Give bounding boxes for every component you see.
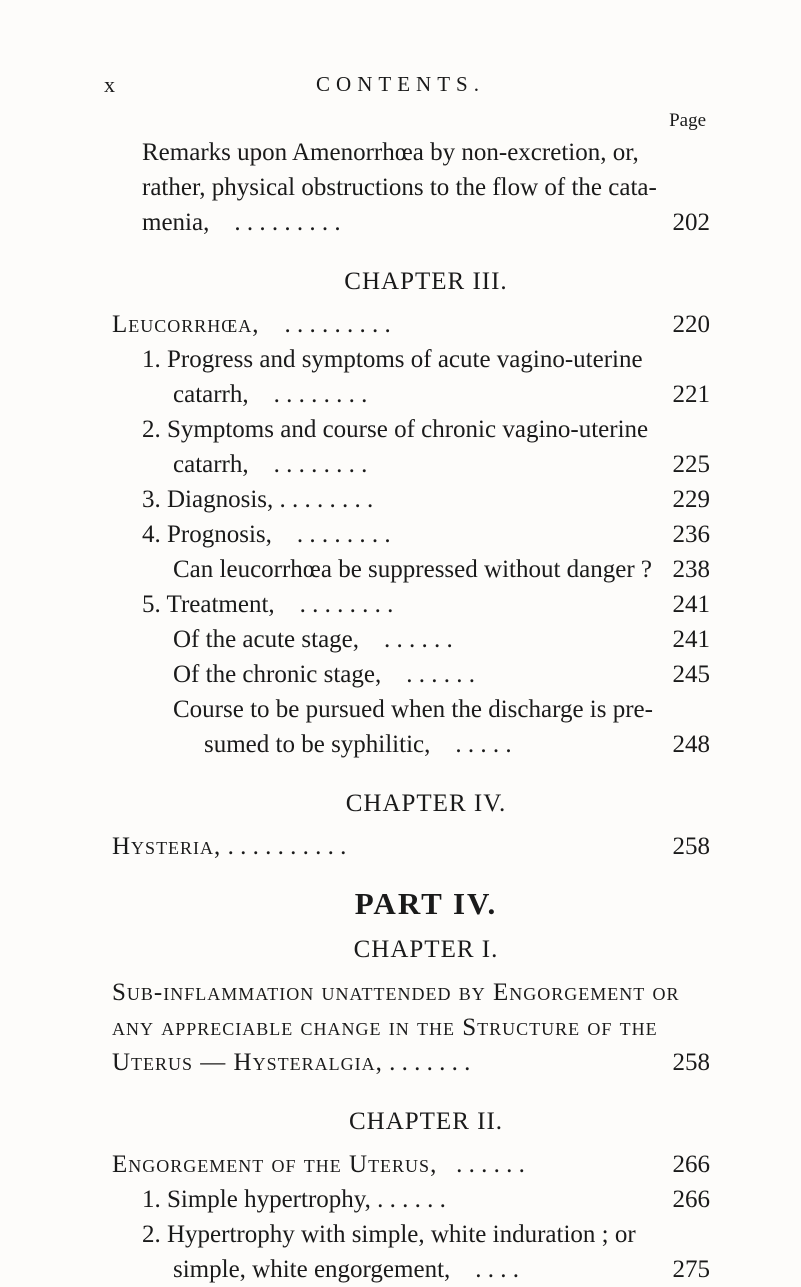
chapter-heading: CHAPTER IV. (345, 790, 507, 817)
toc-line: 3. Diagnosis, . . . . . . . . 229 (142, 482, 710, 517)
toc-line: menia, . . . . . . . . . 202 (142, 205, 710, 240)
toc-line: Of the acute stage, . . . . . . 241 (142, 622, 710, 657)
page-number: 266 (672, 1151, 710, 1178)
chapter-title-line: Hysteria, . . . . . . . . . . 258 (112, 829, 710, 864)
chapter-title-line: any appreciable change in the Structure of the (112, 1014, 658, 1041)
toc-line: simple, white engorgement, . . . . 275 (142, 1252, 710, 1287)
page-number: 258 (672, 833, 710, 860)
page-number: 245 (672, 661, 710, 688)
page-numeral: x (104, 72, 116, 97)
page-number: 221 (672, 381, 710, 408)
part-heading: PART IV. (354, 886, 498, 921)
chapter-title-line: Sub-inflammation unattended by Engorgement or (112, 979, 680, 1006)
chapter-title-line: Uterus — Hysteralgia, . . . . . . . 258 (112, 1045, 710, 1080)
toc-line: Of the chronic stage, . . . . . . 245 (142, 657, 710, 692)
chapter-heading: CHAPTER I. (353, 936, 499, 963)
toc-line: Remarks upon Amenorrhœa by non-excretion, or, (142, 139, 639, 166)
page-number: 236 (672, 521, 710, 548)
toc-line: 1. Simple hypertrophy, . . . . . . 266 (142, 1182, 710, 1217)
toc-line: 2. Hypertrophy with simple, white induration ; or (142, 1221, 636, 1248)
page-number: 258 (672, 1049, 710, 1076)
toc-line: rather, physical obstructions to the flow of the cata- (142, 174, 657, 201)
toc-line: 5. Treatment, . . . . . . . . 241 (142, 587, 710, 622)
toc-line: catarrh, . . . . . . . . 225 (142, 447, 710, 482)
contents-body (112, 135, 710, 1287)
page-number: 229 (672, 486, 710, 513)
page-number: 266 (672, 1186, 710, 1213)
toc-line: 2. Symptoms and course of chronic vagino-uterine (142, 416, 649, 443)
page-number: 275 (672, 1256, 710, 1283)
chapter-title-line: Leucorrhœa, . . . . . . . . . 220 (112, 307, 710, 342)
chapter-heading: CHAPTER II. (348, 1108, 504, 1135)
toc-line: Course to be pursued when the discharge is pre- (173, 696, 653, 723)
running-header (0, 72, 801, 102)
toc-line: 1. Progress and symptoms of acute vagino-uterine (142, 346, 643, 373)
chapter-heading: CHAPTER III. (344, 268, 508, 295)
toc-line: sumed to be syphilitic, . . . . . 248 (142, 727, 710, 762)
chapter-title-line: Engorgement of the Uterus, . . . . . . 266 (112, 1147, 710, 1182)
page-number: 241 (672, 591, 710, 618)
page-number: 225 (672, 451, 710, 478)
page-number: 238 (672, 556, 710, 583)
page-number: 241 (672, 626, 710, 653)
page-number: 202 (672, 209, 710, 236)
toc-line: catarrh, . . . . . . . . 221 (142, 377, 710, 412)
page-column-label: Page (669, 110, 706, 131)
toc-line: Can leucorrhœa be suppressed without danger ? 238 (142, 552, 710, 587)
page-number: 220 (672, 311, 710, 338)
toc-line: 4. Prognosis, . . . . . . . . 236 (142, 517, 710, 552)
running-title: CONTENTS. (316, 72, 485, 96)
page-number: 248 (672, 731, 710, 758)
